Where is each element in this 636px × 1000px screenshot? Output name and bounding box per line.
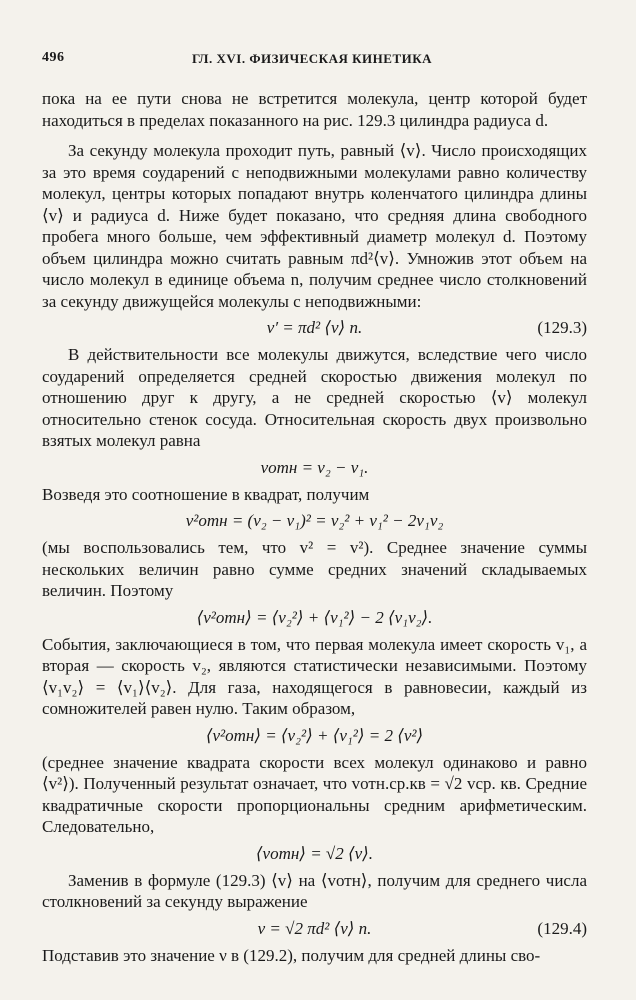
formula-mean-relative — [42, 840, 587, 868]
formula-squared — [42, 507, 587, 535]
paragraph-9: Подставив это значение ν в (129.2), получим для средней длины сво- — [42, 945, 541, 965]
page-number: 496 — [42, 50, 65, 65]
formula-equilibrium — [42, 722, 587, 750]
paragraph-8: Заменив в формуле (129.3) ⟨v⟩ на ⟨vотн⟩, получим для среднего числа столкновений за секунду выражение — [42, 870, 587, 911]
paragraph-1: пока на ее пути снова не встретится молекула, центр которой будет находиться в пределах показанного на рис. 129.3 цилиндра радиуса d. — [42, 89, 587, 130]
paragraph-3: В действительности все молекулы движутся, вследствие чего число соударений определяется средней скоростью движения молекул по отношению друг к другу, а не средней скоростью ⟨v⟩ молекул относительно стенок сосуда. Относительная скорость двух произвольно взятых молекул равна — [42, 345, 587, 450]
running-title: ГЛ. XVI. ФИЗИЧЕСКАЯ КИНЕТИКА — [192, 51, 433, 66]
formula-relative-velocity — [42, 454, 587, 482]
paragraph-7: (среднее значение квадрата скорости всех молекул одинаково и равно ⟨v²⟩). Полученный результат означает, что vотн.ср.кв = √2 vср. кв. Средние квадратичные скорости пропорциональны средним арифметическим. Следовательно, — [42, 752, 587, 836]
page-header — [42, 50, 586, 70]
formula-text: ν′ = πd² ⟨v⟩ n. — [266, 318, 363, 337]
page-body — [42, 88, 587, 966]
equation-number: (129.4) — [537, 918, 587, 938]
paragraph-2: За секунду молекула проходит путь, равный ⟨v⟩. Число происходящих за это время соударений с неподвижными молекулами равно количеству молекул, центры которых попадают внутрь коленчатого цилиндра длины ⟨v⟩ и радиуса d. Ниже будет показано, что средняя длина свободного пробега много больше, чем эффективный диаметр молекул d. Поэтому объем цилиндра можно считать равным πd²⟨v⟩. Умножив этот объем на число молекул в единице объема n, получим среднее число столкновений за секунду движущейся молекулы с неподвижными: — [42, 141, 587, 311]
paragraph-6: События, заключающиеся в том, что первая молекула имеет скорость v₁, а вторая — скорость v₂, являются статистически независимыми. Поэтому ⟨v₁v₂⟩ = ⟨v₁⟩⟨v₂⟩. Для газа, находящегося в равновесии, каждый из сомножителей равен нулю. Таким образом, — [42, 634, 587, 718]
formula-text: ⟨vотн⟩ = √2 ⟨v⟩. — [255, 843, 374, 863]
formula-text: v²отн = (v₂ − v₁)² = v₂² + v₁² − 2v₁v₂ — [185, 511, 444, 530]
formula-text: ⟨v²отн⟩ = ⟨v₂²⟩ + ⟨v₁²⟩ − 2 ⟨v₁v₂⟩. — [196, 607, 433, 627]
formula-mean-squared — [42, 604, 587, 632]
paragraph-5: (мы воспользовались тем, что v² = v²). Среднее значение суммы нескольких величин равно сумме средних значений складываемых величин. Поэтому — [42, 538, 587, 600]
formula-text: ⟨v²отн⟩ = ⟨v₂²⟩ + ⟨v₁²⟩ = 2 ⟨v²⟩ — [205, 725, 424, 745]
paragraph-4: Возведя это соотношение в квадрат, получим — [42, 484, 370, 504]
formula-129-4 — [42, 915, 587, 943]
formula-text: vотн = v₂ − v₁. — [260, 457, 369, 477]
formula-129-3 — [42, 314, 587, 342]
equation-number: (129.3) — [537, 318, 587, 337]
formula-text: ν = √2 πd² ⟨v⟩ n. — [257, 918, 372, 938]
